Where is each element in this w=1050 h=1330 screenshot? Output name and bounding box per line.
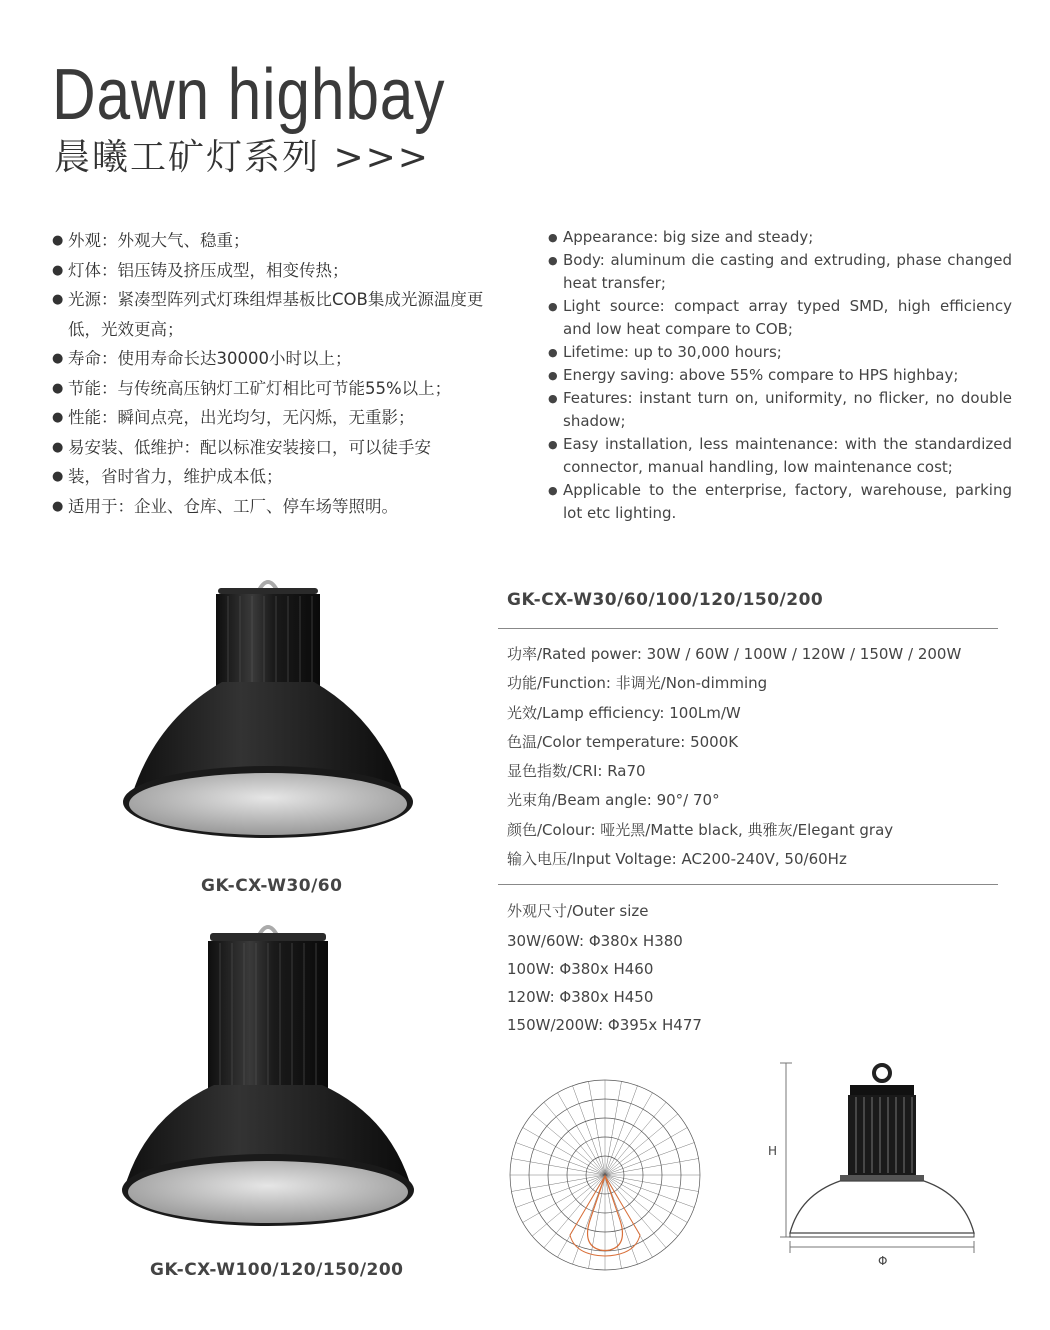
list-item: ● Easy installation, less maintenance: with the standardized connector, manual handling, low maintenance cost; (548, 433, 1012, 479)
size-list (507, 897, 997, 1039)
list-item: ● 装，省时省力，维护成本低； (52, 462, 512, 492)
list-item: ● Light source: compact array typed SMD, high efficiency and low heat compare to COB; (548, 295, 1012, 341)
size-row: 150W/200W: Φ395x H477 (507, 1016, 702, 1034)
spec-item: 光束角/Beam angle: 90°/ 70° (507, 791, 720, 810)
spec-item: 显色指数/CRI: Ra70 (507, 762, 646, 781)
spec-item: 色温/Color temperature: 5000K (507, 732, 739, 751)
spec-item: 功能/Function: 非调光/Non-dimming (507, 674, 768, 693)
light-distribution-diagram (500, 1070, 710, 1280)
product-caption: GK-CX-W30/60 (201, 876, 343, 896)
spec-list (507, 640, 997, 874)
page-subtitle: 晨曦工矿灯系列 >>> (54, 137, 430, 178)
height-label: H (768, 1144, 778, 1158)
list-item: ● 易安装、低维护：配以标准安装接口，可以徒手安 (52, 433, 512, 463)
features-list-en (548, 226, 1012, 525)
list-item: ● Body: aluminum die casting and extruding, phase changed heat transfer; (548, 249, 1012, 295)
dimension-drawing (760, 1055, 990, 1275)
size-row: 30W/60W: Φ380x H380 (507, 932, 683, 950)
diameter-label: Φ (878, 1254, 888, 1268)
product-image-w30-60 (118, 570, 418, 870)
spec-item: 光效/Lamp efficiency: 100Lm/W (507, 703, 741, 722)
list-item: ● Lifetime: up to 30,000 hours; (548, 341, 1012, 364)
model-header: GK-CX-W30/60/100/120/150/200 (507, 590, 824, 610)
divider (498, 628, 998, 629)
product-caption: GK-CX-W100/120/150/200 (150, 1260, 404, 1280)
list-item: ● Appearance: big size and steady; (548, 226, 1012, 249)
features-list-cn (52, 226, 512, 521)
list-item: ● Features: instant turn on, uniformity, no flicker, no double shadow; (548, 387, 1012, 433)
list-item: ● Applicable to the enterprise, factory, warehouse, parking lot etc lighting. (548, 479, 1012, 525)
spec-item: 颜色/Colour: 哑光黑/Matte black, 典雅灰/Elegant gray (507, 820, 894, 839)
page-title: Dawn highbay (52, 55, 446, 135)
list-item: ● 寿命：使用寿命长达30000小时以上； (52, 344, 512, 374)
spec-item: 输入电压/lnput Voltage: AC200-240V, 50/60Hz (507, 850, 847, 869)
spec-item: 功率/Rated power: 30W / 60W / 100W / 120W / 150W / 200W (507, 645, 962, 663)
list-item: ● 节能：与传统高压钠灯工矿灯相比可节能55%以上； (52, 374, 512, 404)
list-item: ● 灯体：铝压铸及挤压成型，相变传热； (52, 256, 512, 286)
divider (498, 884, 998, 885)
list-item: ● 外观：外观大气、稳重； (52, 226, 512, 256)
list-item: ● 适用于：企业、仓库、工厂、停车场等照明。 (52, 492, 512, 522)
size-row: 100W: Φ380x H460 (507, 960, 654, 978)
list-item: ● 光源：紧凑型阵列式灯珠组焊基板比COB集成光源温度更低，光效更高； (52, 285, 512, 344)
list-item: ● 性能：瞬间点亮，出光均匀，无闪烁，无重影； (52, 403, 512, 433)
list-item: ● Energy saving: above 55% compare to HPS highbay; (548, 364, 1012, 387)
size-row: 120W: Φ380x H450 (507, 988, 654, 1006)
product-image-w100-200 (118, 915, 418, 1255)
size-title: 外观尺寸/Outer size (507, 902, 649, 920)
